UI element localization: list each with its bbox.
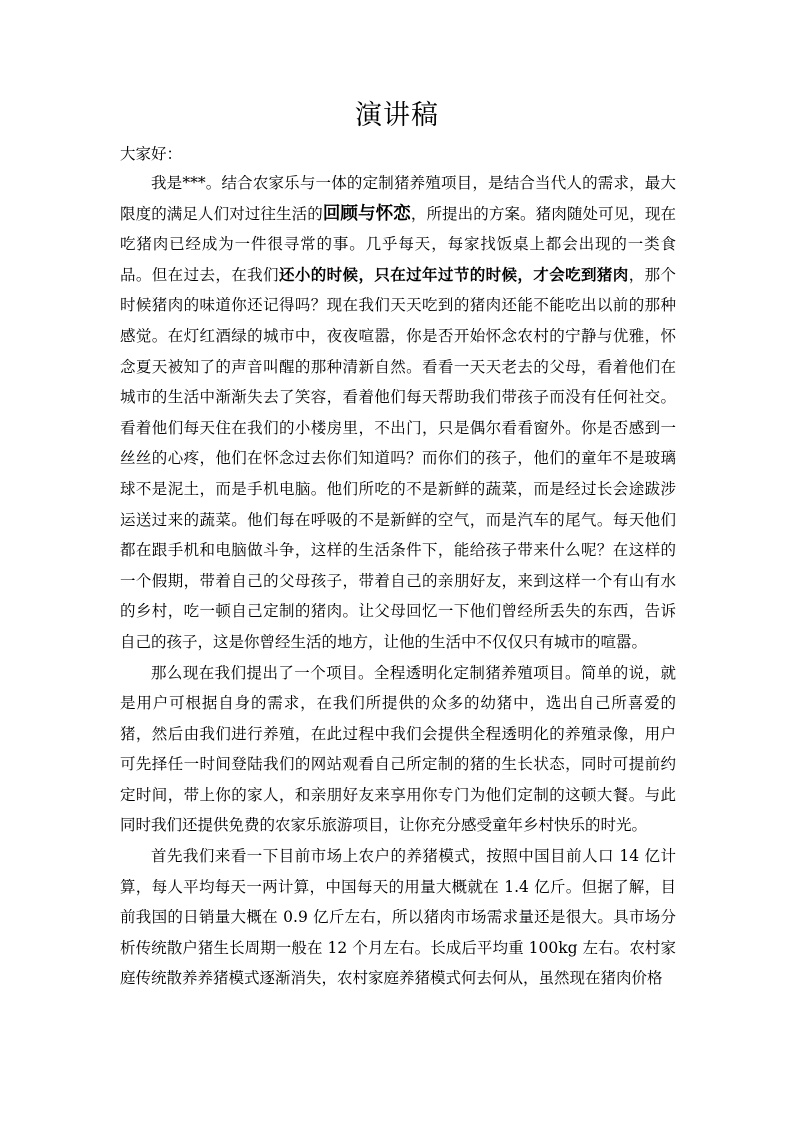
- document-title: 演讲稿: [355, 100, 439, 131]
- paragraph-1-text-c: ，所提出的方案。猪肉随处可见，现在吃猪肉已经成为一件很寻常的事。几乎每天，每家找饭桌上都会出现的一类食品。但在过去，在我们: [120, 204, 676, 284]
- emphasis-childhood-pork: 还小的时候，只在过年过节的时候，才会吃到猪肉: [278, 264, 629, 284]
- paragraph-1-text-e: ，那个时候猪肉的味道你还记得吗？现在我们天天吃到的猪肉还能不能吃出以前的那种感觉。在灯红酒绿的城市中，夜夜喧嚣，你是否开始怀念农村的宁静与优雅，怀念夏天被知了的声音叫醒的那种清新自然。看看一天天老去的父母，看着他们在城市的生活中渐渐失去了笑容，看着他们每天帮助我们带孩子而没有任何社交。看着他们每天住在我们的小楼房里，不出门，只是偶尔看看窗外。你是否感到一丝丝的心疼，他们在怀念过去你们知道吗？而你们的孩子，他们的童年不是玻璃球不是泥土，而是手机电脑。他们所吃的不是新鲜的蔬菜，而是经过长会途跋涉运送过来的蔬菜。他们每在呼吸的不是新鲜的空气，而是汽车的尾气。每天他们都在跟手机和电脑做斗争，这样的生活条件下，能给孩子带来什么呢？在这样的一个假期，带着自己的父母孩子，带着自己的亲朋好友，来到这样一个有山有水的乡村，吃一顿自己定制的猪肉。让父母回忆一下他们曾经所丢失的东西，告诉自己的孩子，这是你曾经生活的地方，让他的生活中不仅仅只有城市的喧嚣。: [120, 265, 676, 651]
- emphasis-recall-nostalgia: 回顾与怀恋: [322, 203, 411, 224]
- paragraph-1-text-a: 我是***。结合农家乐与一体的定制猪养殖项目，是结合当代人的需求，最大限度的满足人们对过往生活的: [120, 174, 676, 223]
- paragraph-3: 首先我们来看一下目前市场上农户的养猪模式，按照中国目前人口 14 亿计算，每人平均每天一两计算，中国每天的用量大概就在 1.4 亿斤。但据了解，目前我国的日销量大概在 0.9 亿斤左右，所以猪肉市场需求量还是很大。具市场分析传统散户猪生长周期一般在 12 个月左右。长成后平均重 100kg 左右。农村家庭传统散养养猪模式逐渐消失，农村家庭养猪模式何去何从，虽然现在猪肉价格: [120, 847, 676, 988]
- greeting: 大家好：: [120, 145, 183, 163]
- document-body: [120, 168, 676, 994]
- paragraph-1: [120, 168, 676, 658]
- paragraph-2: 那么现在我们提出了一个项目。全程透明化定制猪养殖项目。简单的说，就是用户可根据自身的需求，在我们所提供的众多的幼猪中，选出自己所喜爱的猪，然后由我们进行养殖，在此过程中我们会提供全程透明化的养殖录像，用户可先择任一时间登陆我们的网站观看自己所定制的猪的生长状态，同时可提前约定时间，带上你的家人，和亲朋好友来享用你专门为他们定制的这顿大餐。与此同时我们还提供免费的农家乐旅游项目，让你充分感受童年乡村快乐的时光。: [120, 663, 676, 835]
